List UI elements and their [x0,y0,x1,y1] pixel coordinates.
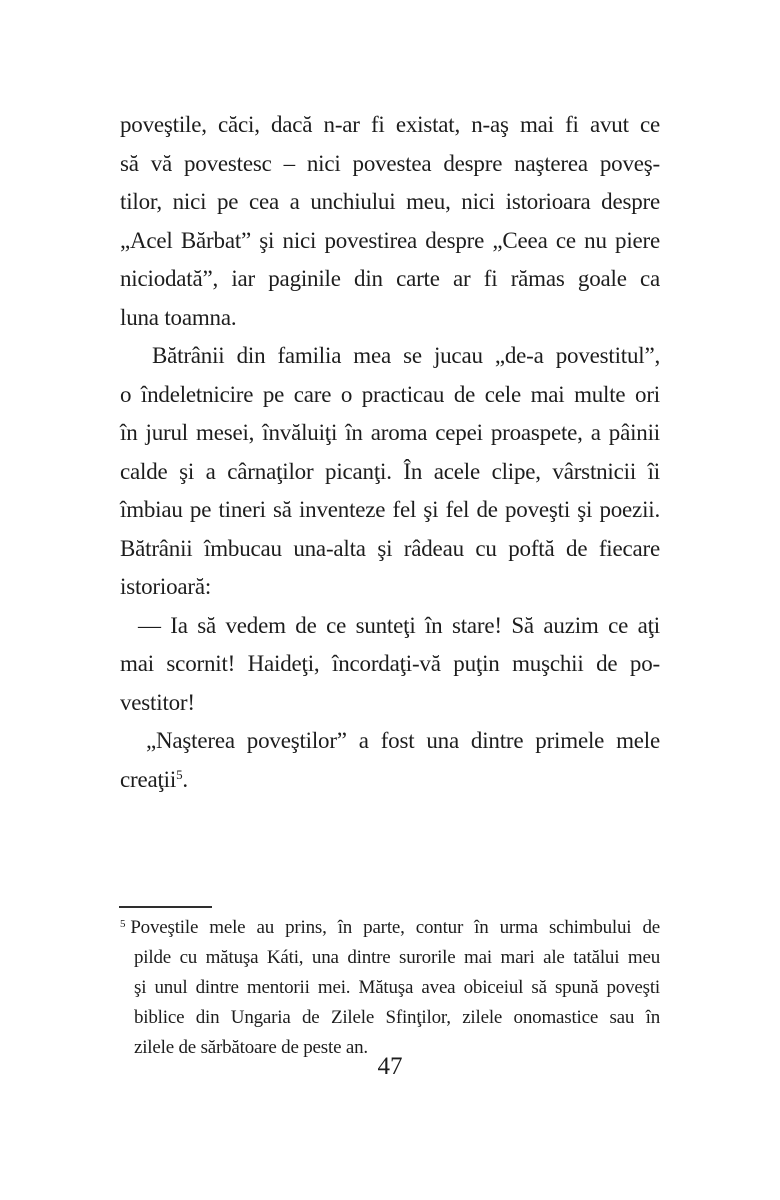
paragraph [120,722,660,799]
text-line: calde şi a cârnaţilor picanţi. În acele clipe, vârstnicii îi [120,458,660,484]
paragraph-dialogue [120,607,660,723]
body-text [120,106,660,799]
footnote-reference: 5 [176,766,183,782]
text-line: Bătrânii din familia mea se jucau „de-a povestitul”, [152,343,660,368]
footnote-line: zilele de sărbătoare de peste an. [134,1037,368,1058]
footnote-marker: 5 [120,918,126,930]
footnote [120,913,660,1063]
text-line: vestitor! [120,689,195,715]
text-line: să vă povestesc – nici povestea despre naşterea poveş- [120,150,660,176]
paragraph [120,337,660,607]
text-fragment: . [182,766,188,792]
text-line: luna toamna. [120,304,237,330]
footnote-separator [119,906,212,908]
text-line: niciodată”, iar paginile din carte ar fi rămas goale ca [120,266,660,291]
text-line [120,761,660,800]
text-line: „Naşterea poveştilor” a fost una dintre primele mele [146,728,660,753]
page-number: 47 [377,1053,403,1080]
text-line: poveştile, căci, dacă n-ar fi existat, n-aş mai fi avut ce [120,112,660,137]
text-line: mai scornit! Haideţi, încordaţi-vă puţin muşchii de po- [120,651,660,676]
text-line: istorioară: [120,574,212,599]
text-line: o îndeletnicire pe care o practicau de cele mai multe ori [120,381,660,407]
footnote-line: şi unul dintre mentorii mei. Mătuşa avea obiceiul să spună poveşti [134,977,660,998]
text-line: — Ia să vedem de ce sunteţi în stare! Să auzim ce aţi [138,612,660,638]
text-fragment: Poveştile mele au prins, în parte, contur în urma schimbului de [130,917,660,938]
footnote-line: biblice din Ungaria de Zilele Sfinţilor, zilele onomastice sau în [134,1007,660,1028]
text-line: Bătrânii îmbucau una-alta şi râdeau cu poftă de fiecare [120,535,660,561]
paragraph [120,106,660,337]
text-fragment: creaţii [120,766,177,792]
text-line: „Acel Bărbat” şi nici povestirea despre „Ceea ce nu piere [120,227,660,253]
text-line: în jurul mesei, învăluiţi în aroma cepei proaspete, a pâinii [120,420,660,445]
text-line: tilor, nici pe cea a unchiului meu, nici istorioara despre [120,189,660,214]
footnote-line: pilde cu mătuşa Káti, una dintre surorile mai mari ale tatălui meu [134,947,660,968]
text-line: îmbiau pe tineri să inventeze fel şi fel de poveşti şi poezii. [120,497,660,522]
footnote-line [120,913,660,943]
